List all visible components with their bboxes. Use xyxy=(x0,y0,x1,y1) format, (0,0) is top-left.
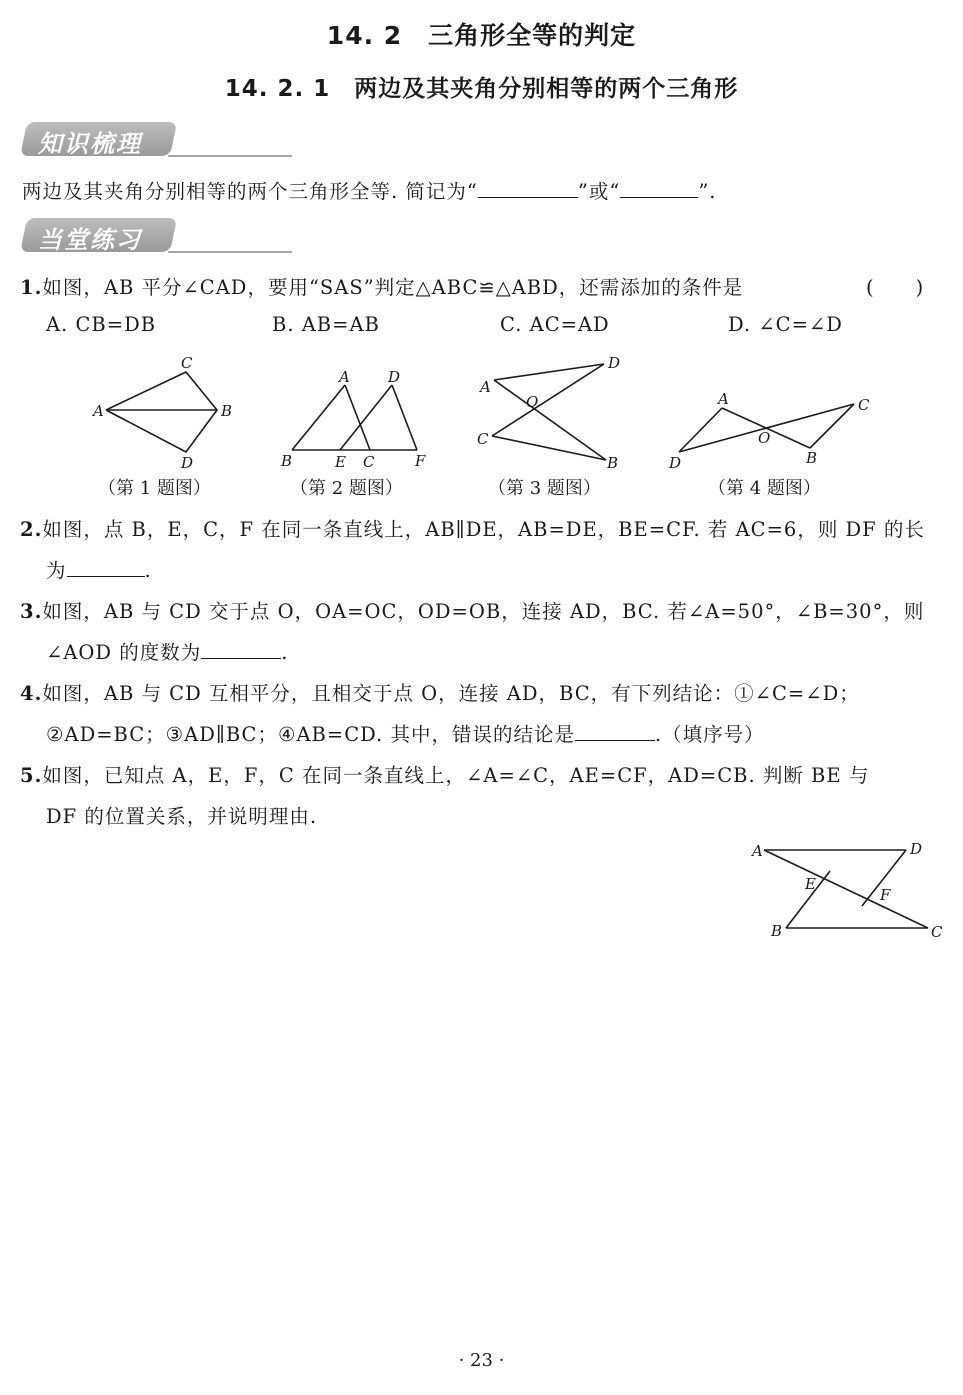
option-c[interactable]: C. AC=AD xyxy=(500,313,610,336)
figures-row xyxy=(0,352,963,477)
question-3 xyxy=(20,596,924,624)
fig3-caption: （第 3 题图） xyxy=(488,478,601,499)
fig4-label-o: O xyxy=(758,429,771,447)
question-5-line2: DF 的位置关系，并说明理由. xyxy=(46,805,318,828)
fig3-label-o: O xyxy=(526,393,539,411)
question-2-text-a: 为 xyxy=(46,559,67,582)
knowledge-text-c: ”. xyxy=(698,180,717,203)
fig5-label-e: E xyxy=(805,875,816,893)
fig4-label-d: D xyxy=(669,454,682,472)
question-3-line1: 如图，AB 与 CD 交于点 O，OA=OC，OD=OB，连接 AD，BC. 若∠A=50°，∠B=30°，则 xyxy=(42,600,925,623)
question-4-line1: 如图，AB 与 CD 互相平分，且相交于点 O，连接 AD，BC，有下列结论：①∠C=∠D； xyxy=(42,682,860,705)
question-number: 3. xyxy=(20,600,43,623)
section-title: 14. 2 三角形全等的判定 xyxy=(326,21,637,50)
fig2-label-e: E xyxy=(335,453,346,471)
knowledge-header xyxy=(20,122,292,160)
option-b[interactable]: B. AB=AB xyxy=(272,313,380,336)
answer-blank-2[interactable] xyxy=(620,196,698,198)
question-5 xyxy=(20,760,869,788)
fig1-label-c: C xyxy=(181,354,193,372)
question-2-line2 xyxy=(46,555,152,583)
question-number: 4. xyxy=(20,682,43,705)
header-underline xyxy=(168,251,292,253)
question-2 xyxy=(20,514,925,542)
option-a[interactable]: A. CB=DB xyxy=(46,313,157,336)
knowledge-text xyxy=(22,176,717,204)
knowledge-text-a: 两边及其夹角分别相等的两个三角形全等. 简记为“ xyxy=(22,180,478,203)
practice-header-text: 当堂练习 xyxy=(38,226,142,254)
fig5-label-f: F xyxy=(880,886,891,904)
fig5-label-a: A xyxy=(752,842,763,860)
option-d[interactable]: D. ∠C=∠D xyxy=(728,313,843,336)
fig2-label-f: F xyxy=(415,452,426,470)
question-2-line1: 如图，点 B，E，C，F 在同一条直线上，AB∥DE，AB=DE，BE=CF. 若 AC=6，则 DF 的长 xyxy=(42,518,925,541)
question-number: 5. xyxy=(20,764,43,787)
subsection-title: 14. 2. 1 两边及其夹角分别相等的两个三角形 xyxy=(224,76,739,102)
fig3-label-d: D xyxy=(608,354,621,372)
fig5-label-d: D xyxy=(910,840,923,858)
question-2-text-b: . xyxy=(144,559,152,582)
question-number: 1. xyxy=(20,276,43,299)
fig1-label-a: A xyxy=(93,402,104,420)
question-number: 2. xyxy=(20,518,43,541)
answer-blank-q4[interactable] xyxy=(575,739,655,741)
answer-blank-q2[interactable] xyxy=(67,575,145,577)
fig5-label-c: C xyxy=(931,923,943,941)
fig2-caption: （第 2 题图） xyxy=(290,478,403,499)
fig2-label-c: C xyxy=(363,453,375,471)
question-1 xyxy=(20,272,743,300)
practice-header xyxy=(20,218,292,256)
header-underline xyxy=(168,155,292,157)
question-4-line2 xyxy=(46,719,765,747)
page-number: · 23 · xyxy=(458,1350,505,1371)
question-1-text: 如图，AB 平分∠CAD，要用“SAS”判定△ABC≌△ABD，还需添加的条件是 xyxy=(42,276,744,299)
answer-blank-q3[interactable] xyxy=(201,657,281,659)
fig2-segment-ba xyxy=(292,385,345,450)
fig4-caption: （第 4 题图） xyxy=(708,478,821,499)
fig2-segment-df xyxy=(392,385,417,450)
answer-paren[interactable]: ( ) xyxy=(866,276,925,299)
fig2-label-d: D xyxy=(388,368,401,386)
fig4-label-b: B xyxy=(806,449,818,467)
fig1-quadrilateral xyxy=(106,372,217,452)
question-4-text-b: .（填序号） xyxy=(654,723,765,746)
question-3-text-b: . xyxy=(281,641,289,664)
answer-blank-1[interactable] xyxy=(478,196,578,198)
fig2-label-a: A xyxy=(339,368,350,386)
fig3-label-c: C xyxy=(477,430,489,448)
fig1-label-d: D xyxy=(181,454,194,472)
fig2-label-b: B xyxy=(281,452,293,470)
question-3-text-a: ∠AOD 的度数为 xyxy=(46,641,202,664)
fig5-label-b: B xyxy=(771,922,783,940)
knowledge-text-b: ”或“ xyxy=(577,180,621,203)
fig5-segment-ac xyxy=(764,850,928,928)
question-4-text-a: ②AD=BC；③AD∥BC；④AB=CD. 其中，错误的结论是 xyxy=(46,723,575,746)
fig1-label-b: B xyxy=(221,402,233,420)
fig4-label-a: A xyxy=(718,390,729,408)
fig3-label-b: B xyxy=(607,454,619,472)
fig3-segment-ad xyxy=(494,364,604,380)
question-4 xyxy=(20,678,860,706)
fig5-diagram xyxy=(740,836,950,946)
fig1-caption: （第 1 题图） xyxy=(98,478,211,499)
fig3-segment-cd xyxy=(492,364,604,436)
knowledge-header-text: 知识梳理 xyxy=(38,130,142,158)
question-3-line2 xyxy=(46,637,288,665)
fig3-label-a: A xyxy=(480,378,491,396)
fig4-label-c: C xyxy=(858,396,870,414)
question-5-line1: 如图，已知点 A，E，F，C 在同一条直线上，∠A=∠C，AE=CF，AD=CB. 判断 BE 与 xyxy=(42,764,870,787)
